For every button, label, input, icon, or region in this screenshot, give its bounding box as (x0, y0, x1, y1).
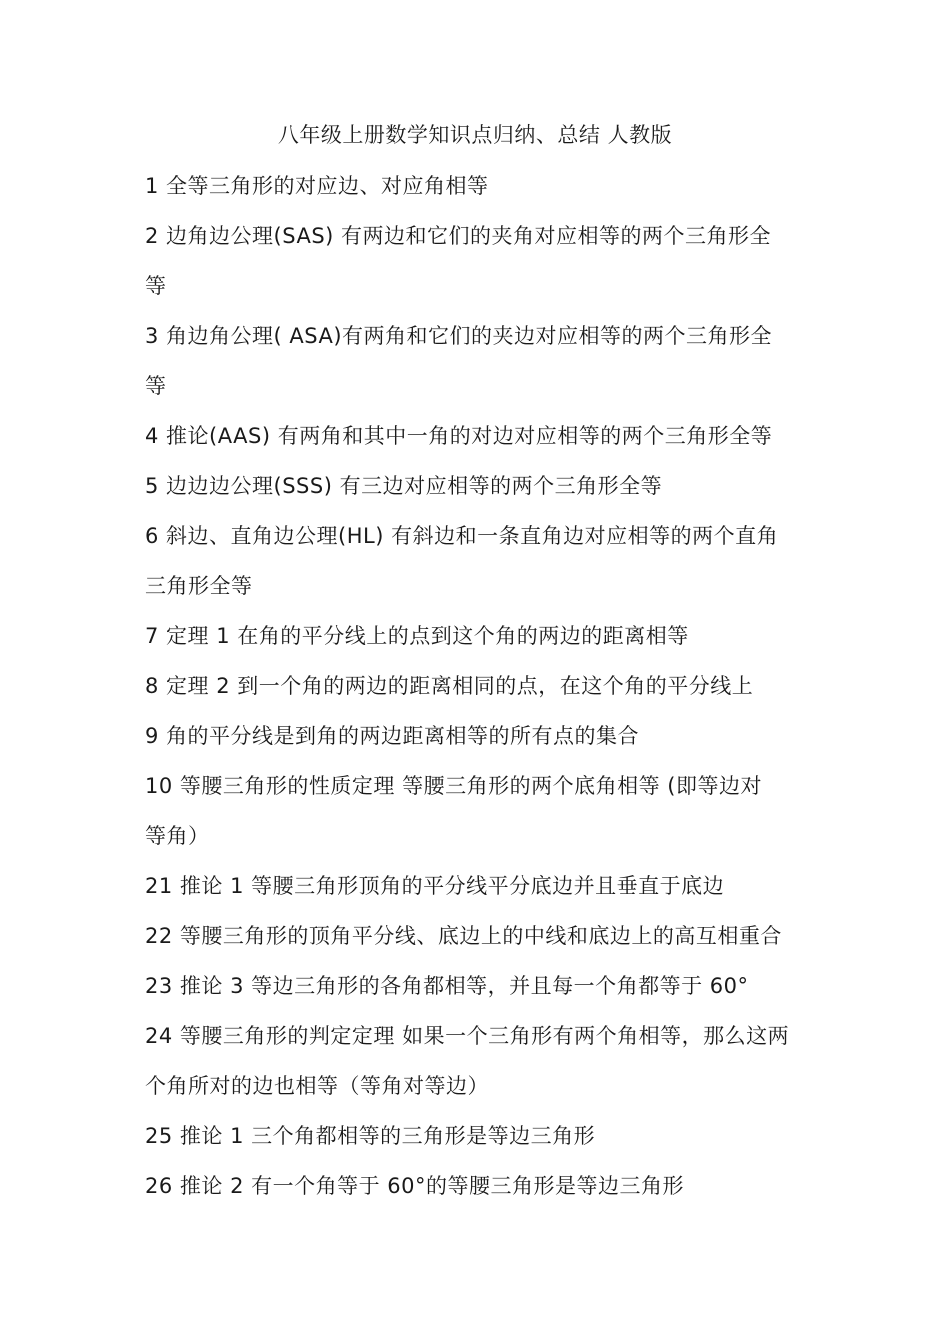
text-line: 21 推论 1 等腰三角形顶角的平分线平分底边并且垂直于底边 (145, 874, 725, 898)
text-line: 等角） (145, 824, 210, 848)
text-line: 2 边角边公理(SAS) 有两边和它们的夹角对应相等的两个三角形全 (145, 224, 772, 248)
text-line: 5 边边边公理(SSS) 有三边对应相等的两个三角形全等 (145, 474, 663, 498)
text-line: 3 角边角公理( ASA)有两角和它们的夹边对应相等的两个三角形全 (145, 324, 773, 348)
text-line: 23 推论 3 等边三角形的各角都相等，并且每一个角都等于 60° (145, 974, 749, 998)
text-line: 7 定理 1 在角的平分线上的点到这个角的两边的距离相等 (145, 624, 689, 648)
text-line: 个角所对的边也相等（等角对等边） (145, 1074, 489, 1098)
text-line: 26 推论 2 有一个角等于 60°的等腰三角形是等边三角形 (145, 1174, 685, 1198)
document-title: 八年级上册数学知识点归纳、总结 人教版 (277, 123, 673, 147)
text-line: 等 (145, 274, 167, 298)
text-line: 10 等腰三角形的性质定理 等腰三角形的两个底角相等 (即等边对 (145, 774, 762, 798)
text-line: 9 角的平分线是到角的两边距离相等的所有点的集合 (145, 724, 640, 748)
text-line: 6 斜边、直角边公理(HL) 有斜边和一条直角边对应相等的两个直角 (145, 524, 779, 548)
text-line: 25 推论 1 三个角都相等的三角形是等边三角形 (145, 1124, 596, 1148)
text-line: 三角形全等 (145, 574, 253, 598)
text-line: 24 等腰三角形的判定定理 如果一个三角形有两个角相等，那么这两 (145, 1024, 790, 1048)
text-line: 8 定理 2 到一个角的两边的距离相同的点，在这个角的平分线上 (145, 674, 754, 698)
text-line: 1 全等三角形的对应边、对应角相等 (145, 174, 489, 198)
document-body (145, 168, 815, 1218)
text-line: 22 等腰三角形的顶角平分线、底边上的中线和底边上的高互相重合 (145, 924, 782, 948)
text-line: 4 推论(AAS) 有两角和其中一角的对边对应相等的两个三角形全等 (145, 424, 773, 448)
text-line: 等 (145, 374, 167, 398)
